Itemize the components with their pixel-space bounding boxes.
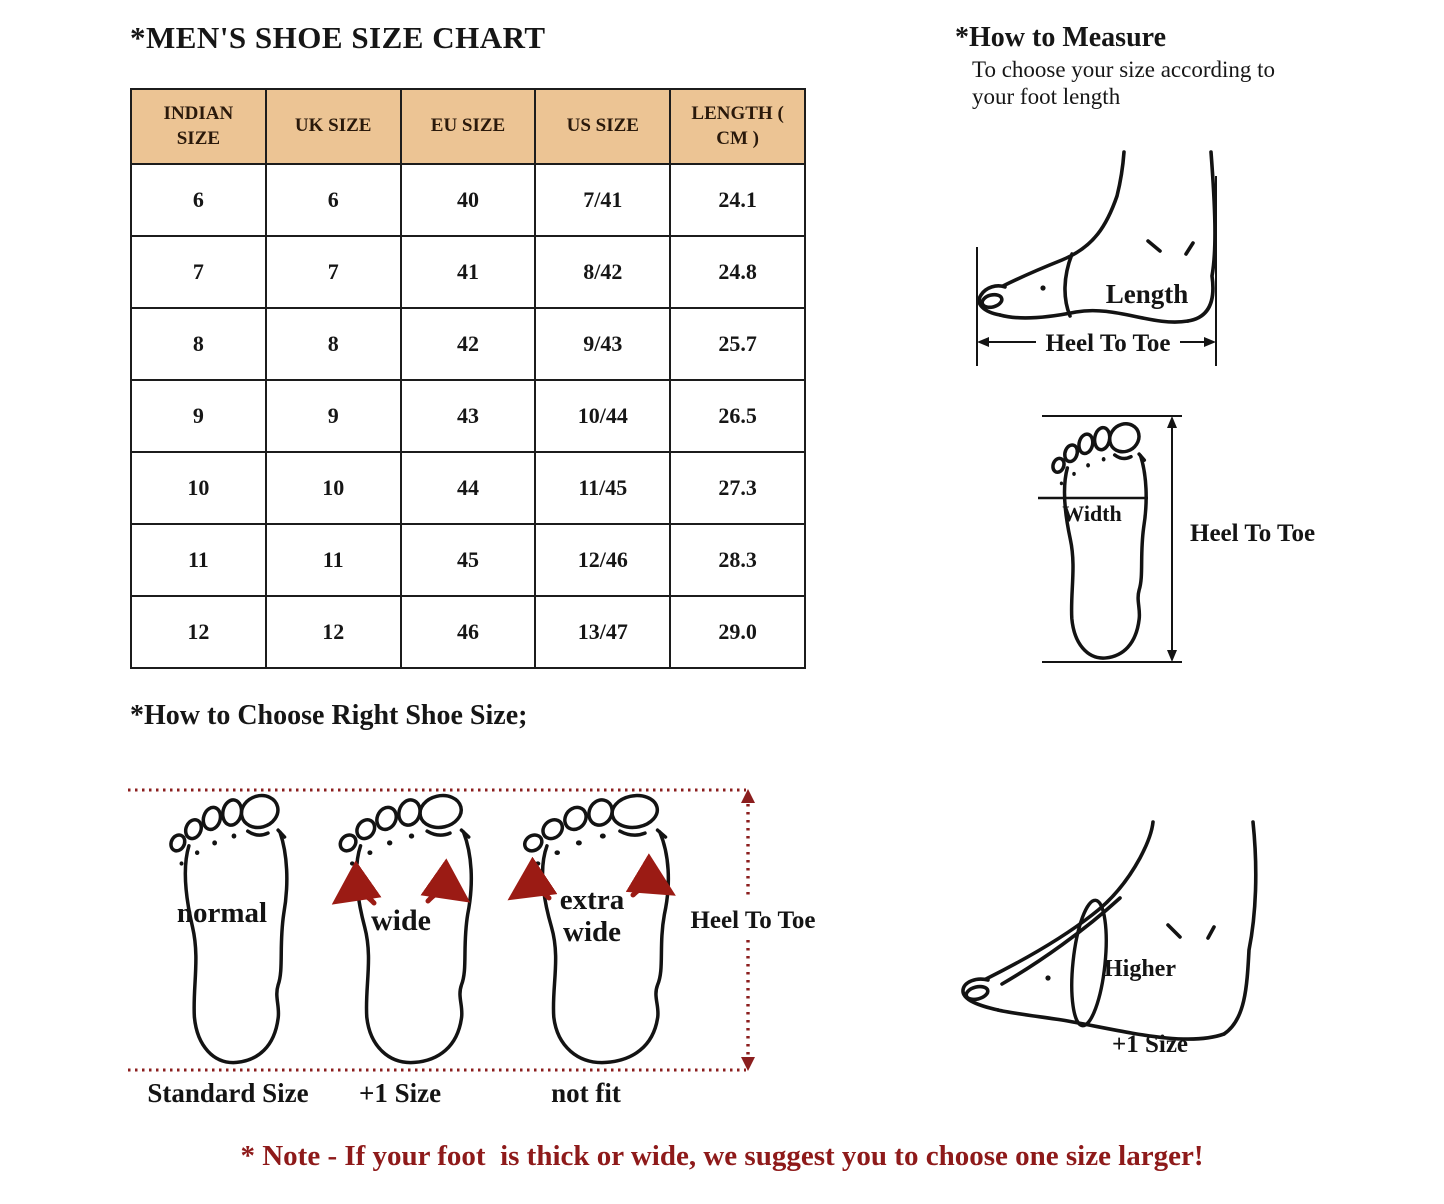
size-cell: 8	[131, 308, 266, 380]
size-cell: 44	[401, 452, 536, 524]
size-cell: 46	[401, 596, 536, 668]
subtitle-line-2: your foot length	[972, 84, 1121, 109]
size-chart-table	[130, 88, 806, 669]
caption-plus-one-size: +1 Size	[358, 1078, 442, 1108]
toe-nail	[965, 985, 989, 1002]
heel-to-toe-side-label: Heel To Toe	[1190, 520, 1316, 547]
size-cell: 40	[401, 164, 536, 236]
size-cell: 24.1	[670, 164, 805, 236]
table-row	[131, 236, 805, 308]
size-cell: 6	[131, 164, 266, 236]
ankle-marks	[1148, 241, 1193, 254]
width-label: Width	[1062, 501, 1122, 526]
caption-standard-size: Standard Size	[147, 1078, 309, 1108]
arrow-up-icon	[741, 789, 755, 803]
size-cell: 13/47	[535, 596, 670, 668]
size-cell: 9/43	[535, 308, 670, 380]
size-cell: 26.5	[670, 380, 805, 452]
foot-back-outline	[1188, 152, 1215, 321]
column-header-uk-size: UK SIZE	[266, 89, 401, 164]
size-cell: 10	[131, 452, 266, 524]
size-cell: 25.7	[670, 308, 805, 380]
size-cell: 12/46	[535, 524, 670, 596]
wide-label: wide	[371, 904, 431, 937]
higher-label: Higher	[1104, 956, 1176, 982]
heel-to-toe-label: Heel To Toe	[1045, 330, 1171, 357]
table-row	[131, 164, 805, 236]
table-row	[131, 380, 805, 452]
size-cell: 43	[401, 380, 536, 452]
how-to-choose-title: *How to Choose Right Shoe Size;	[130, 700, 528, 731]
foot-band-line	[1065, 254, 1072, 316]
how-to-measure-subtitle	[972, 56, 1275, 110]
table-row	[131, 308, 805, 380]
subtitle-line-1: To choose your size according to	[972, 57, 1276, 82]
column-header-length-cm: LENGTH ( CM )	[670, 89, 805, 164]
length-label: Length	[1105, 279, 1189, 309]
extra-wide-label-line2: wide	[563, 916, 621, 948]
ankle-marks	[1168, 925, 1214, 938]
column-header-indian-size: INDIAN SIZE	[131, 89, 266, 164]
size-cell: 29.0	[670, 596, 805, 668]
arrow-right-icon	[1204, 337, 1216, 347]
size-cell: 10	[266, 452, 401, 524]
header-row	[131, 89, 805, 164]
size-cell: 45	[401, 524, 536, 596]
size-cell: 6	[266, 164, 401, 236]
size-cell: 42	[401, 308, 536, 380]
normal-label: normal	[176, 897, 268, 929]
column-header-eu-size: EU SIZE	[401, 89, 536, 164]
arrow-down-icon	[1167, 650, 1177, 662]
size-cell: 10/44	[535, 380, 670, 452]
foot-girth-diagram	[930, 820, 1330, 1080]
foot-back-outline	[1224, 822, 1256, 1034]
size-cell: 11/45	[535, 452, 670, 524]
column-header-us-size: US SIZE	[535, 89, 670, 164]
caption-not-fit: not fit	[551, 1078, 621, 1108]
size-cell: 27.3	[670, 452, 805, 524]
foot-length-diagram	[950, 150, 1330, 385]
size-cell: 41	[401, 236, 536, 308]
note-text: * Note - If your foot is thick or wide, we suggest you to choose one size larger!	[240, 1140, 1204, 1172]
size-cell: 11	[131, 524, 266, 596]
size-cell: 7/41	[535, 164, 670, 236]
arrow-left-icon	[977, 337, 989, 347]
size-cell: 11	[266, 524, 401, 596]
size-cell: 12	[266, 596, 401, 668]
heel-to-toe-comparison-label: Heel To Toe	[690, 907, 816, 934]
foot-dot	[1040, 285, 1045, 290]
footprint-width-diagram	[1000, 390, 1440, 690]
foot-dot	[1045, 975, 1050, 980]
size-cell: 9	[266, 380, 401, 452]
table-row	[131, 452, 805, 524]
toe-nail	[981, 293, 1003, 309]
plus-one-size-label: +1 Size	[1111, 1031, 1189, 1058]
size-cell: 8/42	[535, 236, 670, 308]
arrow-down-icon	[741, 1057, 755, 1071]
size-cell: 12	[131, 596, 266, 668]
table-row	[131, 596, 805, 668]
foot-sole-outline	[1000, 311, 1188, 322]
extra-wide-label-line1: extra	[559, 884, 625, 916]
size-cell: 9	[131, 380, 266, 452]
size-chart-title: *MEN'S SHOE SIZE CHART	[130, 20, 546, 55]
wide-arrow-right-icon	[428, 890, 458, 901]
size-cell: 7	[266, 236, 401, 308]
arrow-up-icon	[1167, 416, 1177, 428]
footprint-outline	[1051, 420, 1146, 658]
extra-wide-arrow-right-icon	[633, 885, 663, 895]
foot-width-comparison-diagram	[120, 775, 840, 1115]
table-row	[131, 524, 805, 596]
size-cell: 28.3	[670, 524, 805, 596]
foot-toe-outline	[963, 979, 998, 1010]
size-cell: 7	[131, 236, 266, 308]
how-to-measure-title: *How to Measure	[955, 22, 1166, 53]
size-cell: 8	[266, 308, 401, 380]
size-cell: 24.8	[670, 236, 805, 308]
foot-top-outline	[1003, 152, 1124, 286]
